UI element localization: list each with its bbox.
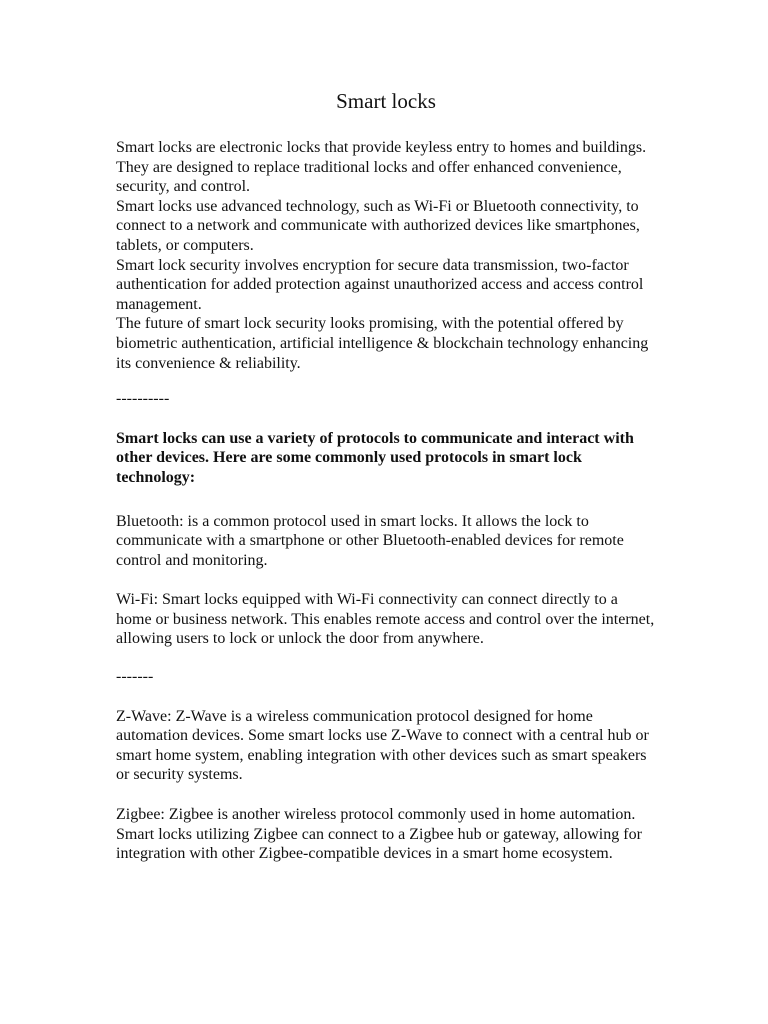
protocol-paragraph-zwave: Z-Wave: Z-Wave is a wireless communication protocol designed for home automation devices. Some smart locks use Z-Wave to connect with a central hub or smart home system, enabling integration with other devices such as smart speakers or security systems. [116, 707, 649, 784]
protocol-paragraph-zigbee: Zigbee: Zigbee is another wireless protocol commonly used in home automation. Smart locks utilizing Zigbee can connect to a Zigbee hub or gateway, allowing for integration with other Zigbee-compatible devices in a smart home ecosystem. [116, 806, 642, 863]
separator-line: ---------- [116, 390, 170, 408]
intro-paragraph: Smart locks use advanced technology, such as Wi-Fi or Bluetooth connectivity, to connect to a network and communicate with authorized devices like smartphones, tablets, or computers. [116, 197, 640, 254]
intro-paragraph: Smart locks are electronic locks that provide keyless entry to homes and buildings. They are designed to replace traditional locks and offer enhanced convenience, security, and control. [116, 139, 647, 196]
document-page [116, 88, 656, 864]
intro-section [116, 138, 656, 373]
document-title: Smart locks [336, 89, 436, 113]
protocols-heading: Smart locks can use a variety of protocols to communicate and interact with other devices. Here are some commonly used protocols in smart lock technology: [116, 429, 634, 486]
separator-line: ------- [116, 668, 154, 686]
protocol-paragraph-bluetooth: Bluetooth: is a common protocol used in smart locks. It allows the lock to communicate with a smartphone or other Bluetooth-enabled devices for remote control and monitoring. [116, 512, 624, 569]
intro-paragraph: The future of smart lock security looks promising, with the potential offered by biometric authentication, artificial intelligence & blockchain technology enhancing its convenience & reliability. [116, 315, 649, 372]
intro-paragraph: Smart lock security involves encryption for secure data transmission, two-factor authentication for added protection against unauthorized access and access control management. [116, 256, 644, 313]
protocol-paragraph-wifi: Wi-Fi: Smart locks equipped with Wi-Fi connectivity can connect directly to a home or business network. This enables remote access and control over the internet, allowing users to lock or unlock the door from anywhere. [116, 591, 655, 648]
